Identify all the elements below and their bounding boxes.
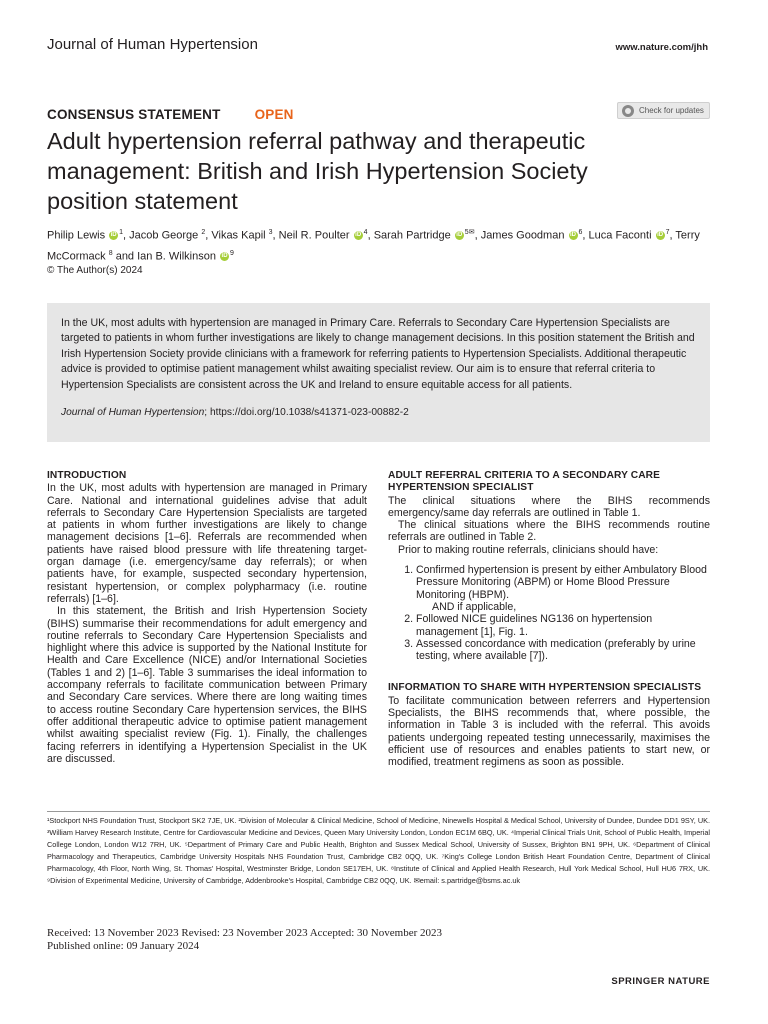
author-name[interactable]: Vikas Kapil [211,229,269,242]
footnote-divider [47,811,710,812]
affiliation-superscript: 9 [230,249,234,257]
author-name[interactable]: Ian B. Wilkinson [137,250,220,263]
criteria-paragraph-1: The clinical situations where the BIHS recommends emergency/same day referrals are outlined in Table 1. [388,494,710,519]
check-for-updates-label: Check for updates [639,106,704,115]
journal-url-link[interactable]: www.nature.com/jhh [615,42,708,53]
orcid-icon[interactable]: iD [221,252,228,259]
criteria-paragraph-2: The clinical situations where the BIHS recommends routine referrals are outlined in Table 2. [388,519,710,544]
right-column [388,470,710,769]
affiliation-superscript: 2 [201,229,206,236]
author-list: Philip Lewis iD $^1$, Jacob George $^2$, Vikas Kapil $^3$, Neil R. Poulter iD $^4$, Sarah Partridge iD $^{5✉}$, James Goodman iD $^6$, Luca Faconti iD $^7$, Terry McCormack $^8$ and Ian B. Wilkinson iD $^9$ [47,229,700,263]
article-type: CONSENSUS STATEMENT [47,107,221,122]
and-if-applicable: AND if applicable, [432,600,517,613]
author-name[interactable]: Jacob George [129,229,202,242]
author-name[interactable]: Sarah Partridge [373,229,454,242]
affiliation-superscript: 7 [665,229,670,236]
publication-dates [47,927,442,953]
article-title: Adult hypertension referral pathway and therapeutic management: British and Irish Hypertension Society position statement [47,128,588,214]
left-column [47,470,367,765]
author-name[interactable]: Terry McCormack [47,229,700,263]
affiliation-superscript: 4 [363,229,368,236]
affiliations: ¹Stockport NHS Foundation Trust, Stockport SK2 7JE, UK. ²Division of Molecular & Clinical Medicine, School of Medicine, Ninewells Hospital & Medical School, University of Dundee, Dundee DD1 9SY, UK. ³William Harvey Research Institute, Centre for Cardiovascular Medicine and Devices, Queen Mary University London, London EC1M 6BQ, UK. ⁴Imperial Clinical Trials Unit, School of Public Health, Imperial College London, London W12 7RH, UK. ⁵Department of Primary Care and Public Health, Brighton and Sussex Medical School, University of Sussex, Brighton BN1 9PH, UK. ⁶Department of Clinical Pharmacology and Therapeutics, Cambridge University Hospitals NHS Foundation Trust, Cambridge CB2 0QQ, UK. ⁷King's College London British Heart Foundation Centre, Department of Clinical Pharmacology, 4th Floor, North Wing, St. Thomas' Hospital, Westminster Bridge, London SE17EH, UK. ⁸Institute of Clinical and Applied Health Research, Hull York Medical School, Hull HU6 7RX, UK. ⁹Division of Experimental Medicine, University of Cambridge, Addenbrooke's Hospital, Cambridge CB2 0QQ, UK. ✉email: s.partridge@bsms.ac.uk [47,816,710,885]
journal-name: Journal of Human Hypertension [47,36,258,53]
article-type-row [47,107,294,122]
citation-journal: Journal of Human Hypertension [61,407,205,419]
intro-paragraph-2: In this statement, the British and Irish Hypertension Society (BIHS) summarise their recommendations for adult emergency and routine referrals to Secondary Care Hypertension Specialists and highlight where this advice is supported by the National Institute for Health and Care Excellence (NICE) and/or International Societies (Tables 1 and 2) [1–6]. Table 3 summarises the ideal information to accompany referrals to facilitate communication between Primary and Secondary Care services. Where there are long waiting times to access routine Secondary Care hypertension services, the BIHS offer additional therapeutic advice to optimise patient management whilst awaiting specialist review (Fig. 1). Finally, the challenges facing referrers in identifying a Hypertension Specialist in the UK are discussed. [47,605,367,765]
publisher-logo: SPRINGER NATURE [611,976,710,987]
info-heading: INFORMATION TO SHARE WITH HYPERTENSION SPECIALISTS [388,682,702,694]
affiliation-superscript: 8 [108,249,113,257]
info-paragraph-1: To facilitate communication between referrers and Hypertension Specialists, the BIHS recommends that, where possible, the information in Table 3 is included with the referral. This avoids patients undergoing repeated testing unnecessarily, maximises the efficient use of resources and enables patients to start new, or modified, treatment regimens as soon as possible. [388,694,710,769]
intro-paragraph-1: In the UK, most adults with hypertension are managed in Primary Care. National and international guidelines advise that adult referrals to Secondary Care Hypertension Specialists are targeted at patients in whom further investigations are likely to change management decisions [1–6]. Referrals are recommended when patients have raised blood pressure with life threatening target-organ damage (i.e. emergency/same day referrals); or when patients have, for example, suspected secondary hypertension, resistant hypertension, or complex polypharmacy (i.e. routine referrals) [1–6]. [47,482,367,605]
abstract-box [47,303,710,442]
author-name[interactable]: Philip Lewis [47,229,109,242]
affiliation-superscript: 3 [268,229,273,236]
intro-heading: INTRODUCTION [47,470,127,481]
orcid-icon[interactable]: iD [570,232,577,239]
received-dates: Received: 13 November 2023 Revised: 23 November 2023 Accepted: 30 November 2023 [47,927,442,939]
citation [61,405,696,420]
published-date: Published online: 09 January 2024 [47,940,200,952]
abstract-text: In the UK, most adults with hypertension are managed in Primary Care. Referrals to Secondary Care Hypertension Specialists are targeted to patients in whom further investigations are likely to change management decisions. In this position statement the British and Irish Hypertension Society provide clinicians with a framework for referring patients to Hypertension Specialists. Additional therapeutic advice is provided to optimise patient management whilst awaiting specialist review. Our aim is to ensure that referral criteria to Hypertension Specialists are consistent across the UK and Ireland to ensure equitable access for all patients. [61,317,695,391]
list-item: 2. Followed NICE guidelines NG136 on hypertension management [1], Fig. 1. [416,613,710,638]
open-access-label: OPEN [254,107,294,122]
copyright: © The Author(s) 2024 [47,265,143,276]
citation-doi-link[interactable]: ; https://doi.org/10.1038/s41371-023-00882-2 [204,407,409,419]
criteria-paragraph-3: Prior to making routine referrals, clinicians should have: [398,543,659,556]
orcid-icon[interactable]: iD [657,232,664,239]
list-item: 1. Confirmed hypertension is present by either Ambulatory Blood Pressure Monitoring (ABPM) or Home Blood Pressure Monitoring (HBPM). AND if applicable, [416,564,710,613]
author-name[interactable]: James Goodman [480,229,568,242]
list-item: 3. Assessed concordance with medication (preferably by urine testing, where available [7]). [416,638,710,663]
orcid-icon[interactable]: iD [110,232,117,239]
criteria-list [388,564,710,662]
author-name[interactable]: Neil R. Poulter [278,229,353,242]
criteria-heading: ADULT REFERRAL CRITERIA TO A SECONDARY CARE HYPERTENSION SPECIALIST [388,470,661,494]
author-name[interactable]: Luca Faconti [588,229,655,242]
affiliation-superscript: 5✉ [464,229,475,236]
affiliation-superscript: 6 [578,229,583,236]
affiliation-superscript: 1 [119,229,124,236]
orcid-icon[interactable]: iD [355,232,362,239]
check-for-updates-button[interactable] [617,102,710,119]
orcid-icon[interactable]: iD [456,232,463,239]
crossmark-icon [622,105,634,117]
